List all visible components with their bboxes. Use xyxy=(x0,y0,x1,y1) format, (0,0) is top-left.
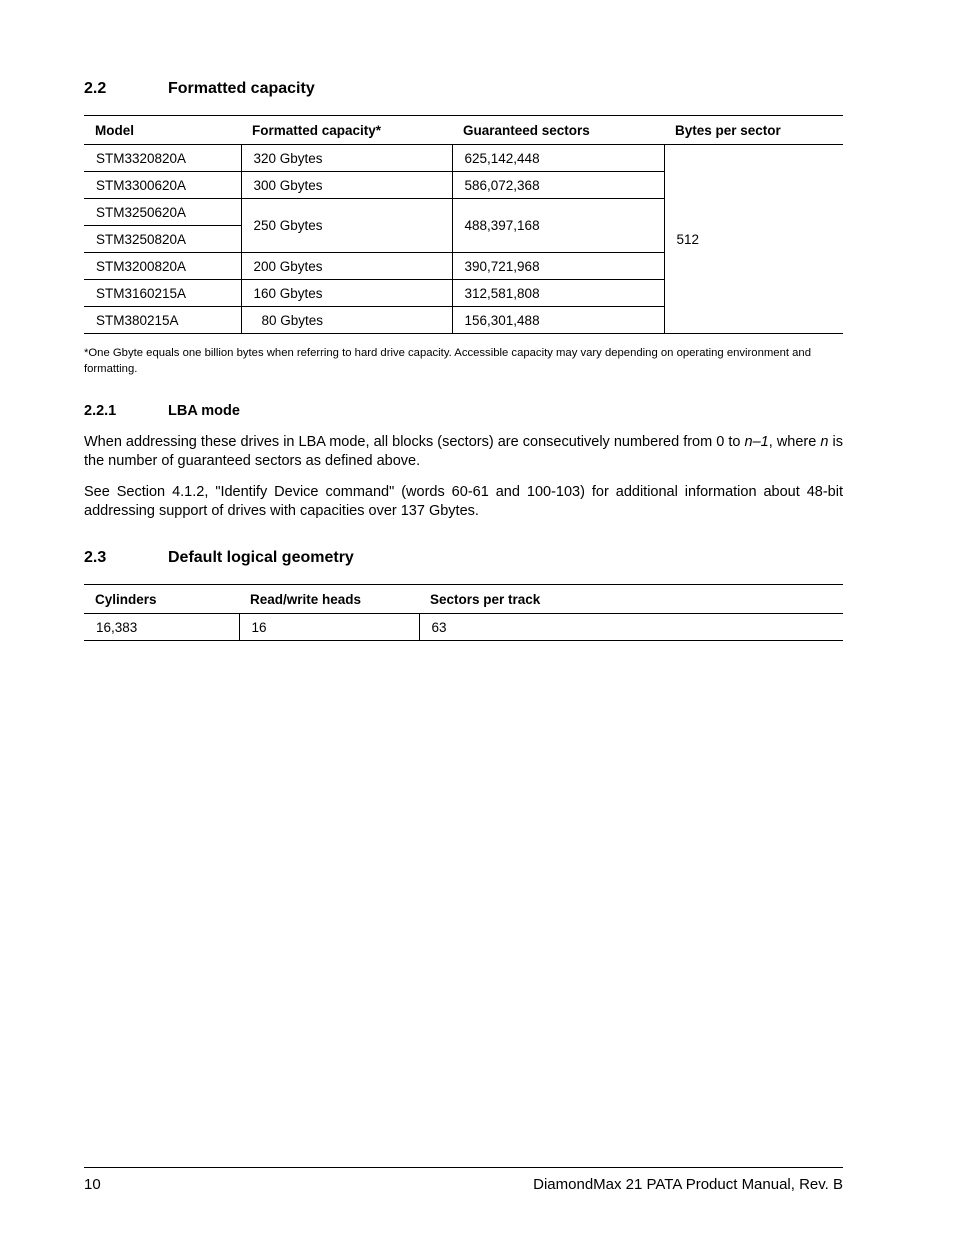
sectors-cell: 156,301,488 xyxy=(452,307,664,334)
model-cell: STM380215A xyxy=(84,307,241,334)
bytes-per-sector-cell: 512 xyxy=(664,145,843,334)
column-header-capacity: Formatted capacity* xyxy=(241,116,452,145)
sectors-cell: 625,142,448 xyxy=(452,145,664,172)
column-header-bytes: Bytes per sector xyxy=(664,116,843,145)
text-run: , where xyxy=(768,434,821,450)
column-header-sectors: Guaranteed sectors xyxy=(452,116,664,145)
model-cell: STM3160215A xyxy=(84,280,241,307)
capacity-cell: 250 Gbytes xyxy=(241,199,452,253)
text-run-italic: n–1 xyxy=(744,434,769,450)
column-header-sectors-per-track: Sectors per track xyxy=(419,585,843,614)
heads-cell: 16 xyxy=(239,614,419,641)
cylinders-cell: 16,383 xyxy=(84,614,239,641)
page-number: 10 xyxy=(84,1176,101,1193)
sectors-per-track-cell: 63 xyxy=(419,614,843,641)
text-run: is the number of guaranteed sectors as defined above. xyxy=(84,434,843,469)
capacity-cell: 300 Gbytes xyxy=(241,172,452,199)
model-cell: STM3200820A xyxy=(84,253,241,280)
text-run-italic: n xyxy=(820,434,829,450)
column-header-model: Model xyxy=(84,116,241,145)
section-title: LBA mode xyxy=(168,403,240,419)
section-number: 2.3 xyxy=(84,549,107,566)
sectors-cell: 390,721,968 xyxy=(452,253,664,280)
capacity-cell: 160 Gbytes xyxy=(241,280,452,307)
table-row xyxy=(84,614,843,641)
capacity-cell: 320 Gbytes xyxy=(241,145,452,172)
manual-title: DiamondMax 21 PATA Product Manual, Rev. B xyxy=(533,1176,843,1193)
capacity-cell: 80 Gbytes xyxy=(241,307,452,334)
model-cell: STM3250820A xyxy=(84,226,241,253)
sectors-cell: 586,072,368 xyxy=(452,172,664,199)
model-cell: STM3320820A xyxy=(84,145,241,172)
footer-divider xyxy=(84,1167,843,1168)
sectors-cell: 312,581,808 xyxy=(452,280,664,307)
section-title: Formatted capacity xyxy=(168,80,315,97)
section-number: 2.2.1 xyxy=(84,403,117,419)
section-number: 2.2 xyxy=(84,80,107,97)
table-header-row xyxy=(84,116,843,145)
logical-geometry-table xyxy=(84,584,843,641)
capacity-footnote: *One Gbyte equals one billion bytes when referring to hard drive capacity. Accessible capacity may vary depending on operating environment and formatting. xyxy=(84,347,811,375)
model-cell: STM3300620A xyxy=(84,172,241,199)
lba-paragraph xyxy=(84,433,843,471)
column-header-cylinders: Cylinders xyxy=(84,585,239,614)
capacity-cell: 200 Gbytes xyxy=(241,253,452,280)
formatted-capacity-table xyxy=(84,115,843,334)
model-cell: STM3250620A xyxy=(84,199,241,226)
column-header-heads: Read/write heads xyxy=(239,585,419,614)
table-header-row xyxy=(84,585,843,614)
text-run: When addressing these drives in LBA mode, all blocks (sectors) are consecutively numbered from 0 to xyxy=(84,434,745,450)
identify-device-paragraph: See Section 4.1.2, "Identify Device command" (words 60-61 and 100-103) for additional information about 48-bit addressing support of drives with capacities over 137 Gbytes. xyxy=(84,484,843,519)
section-title: Default logical geometry xyxy=(168,549,354,566)
table-row xyxy=(84,145,843,172)
sectors-cell: 488,397,168 xyxy=(452,199,664,253)
